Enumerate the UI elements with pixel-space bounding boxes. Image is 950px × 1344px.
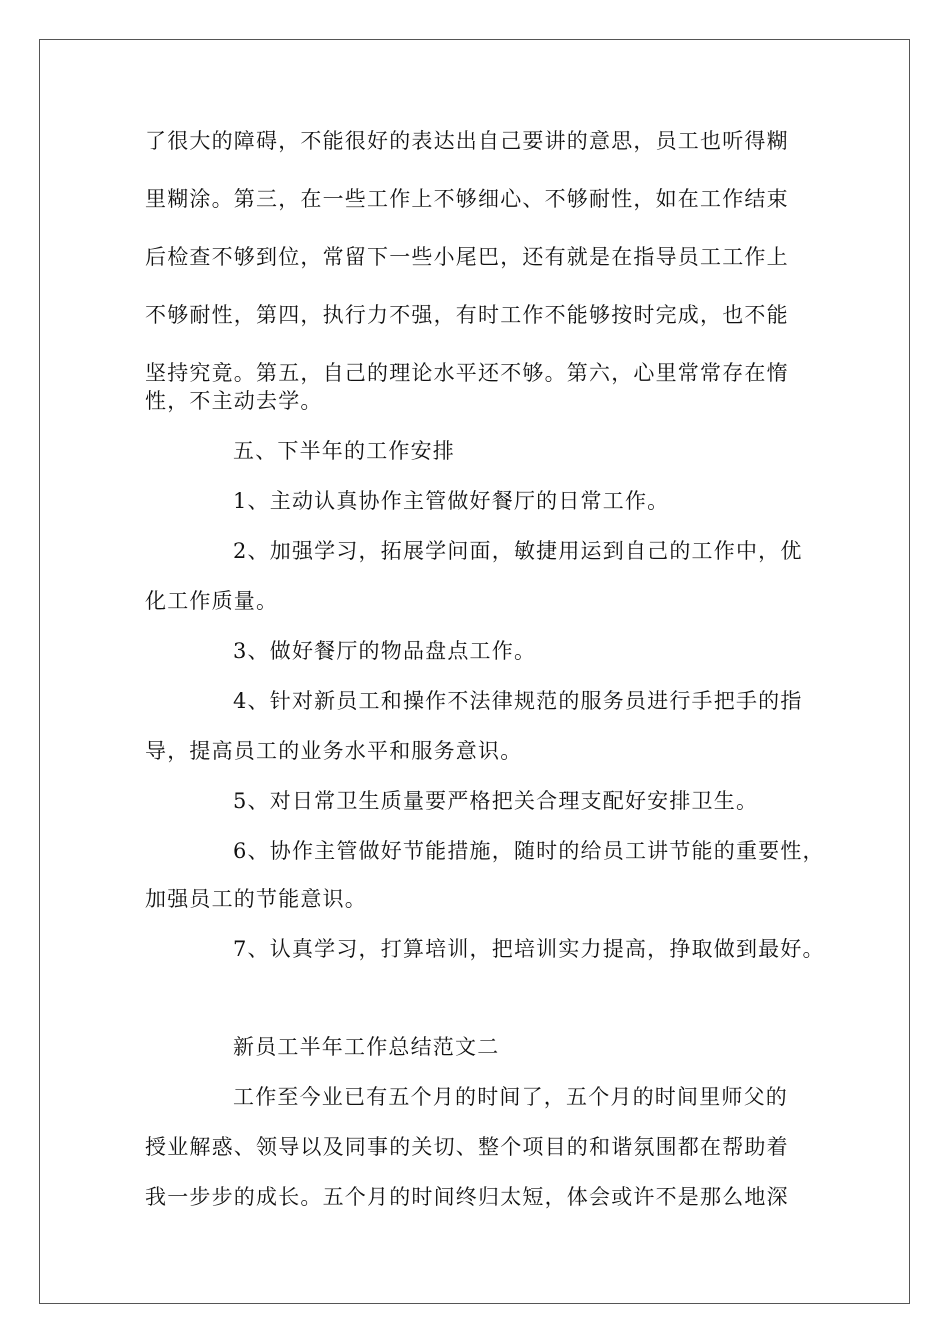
text-line: 导，提高员工的业务水平和服务意识。 [145,739,523,763]
text-line: 后检查不够到位，常留下一些小尾巴，还有就是在指导员工工作上 [145,245,789,269]
text-line: 坚持究竟。第五，自己的理论水平还不够。第六，心里常常存在惰 [145,361,789,385]
list-item: 5、对日常卫生质量要严格把关合理支配好安排卫生。 [233,789,759,813]
paragraph-line: 工作至今业已有五个月的时间了，五个月的时间里师父的 [233,1085,788,1109]
section-heading: 五、下半年的工作安排 [233,439,455,463]
section-heading: 新员工半年工作总结范文二 [233,1035,500,1059]
page-frame [39,39,910,1304]
list-item: 7、认真学习，打算培训，把培训实力提高，挣取做到最好。 [233,937,825,961]
text-line: 性，不主动去学。 [145,389,323,413]
list-item: 3、做好餐厅的物品盘点工作。 [233,639,537,663]
paragraph-line: 我一步步的成长。五个月的时间终归太短，体会或许不是那么地深 [145,1185,789,1209]
list-item: 6、协作主管做好节能措施，随时的给员工讲节能的重要性， [233,839,825,863]
text-line: 不够耐性，第四，执行力不强，有时工作不能够按时完成，也不能 [145,303,789,327]
text-line: 里糊涂。第三，在一些工作上不够细心、不够耐性，如在工作结束 [145,187,789,211]
list-item: 4、针对新员工和操作不法律规范的服务员进行手把手的指 [233,689,803,713]
text-line: 了很大的障碍，不能很好的表达出自己要讲的意思，员工也听得糊 [145,129,789,153]
list-item: 2、加强学习，拓展学问面，敏捷用运到自己的工作中，优 [233,539,803,563]
paragraph-line: 授业解惑、领导以及同事的关切、整个项目的和谐氛围都在帮助着 [145,1135,789,1159]
list-item: 1、主动认真协作主管做好餐厅的日常工作。 [233,489,670,513]
text-line: 加强员工的节能意识。 [145,887,367,911]
text-line: 化工作质量。 [145,589,279,613]
